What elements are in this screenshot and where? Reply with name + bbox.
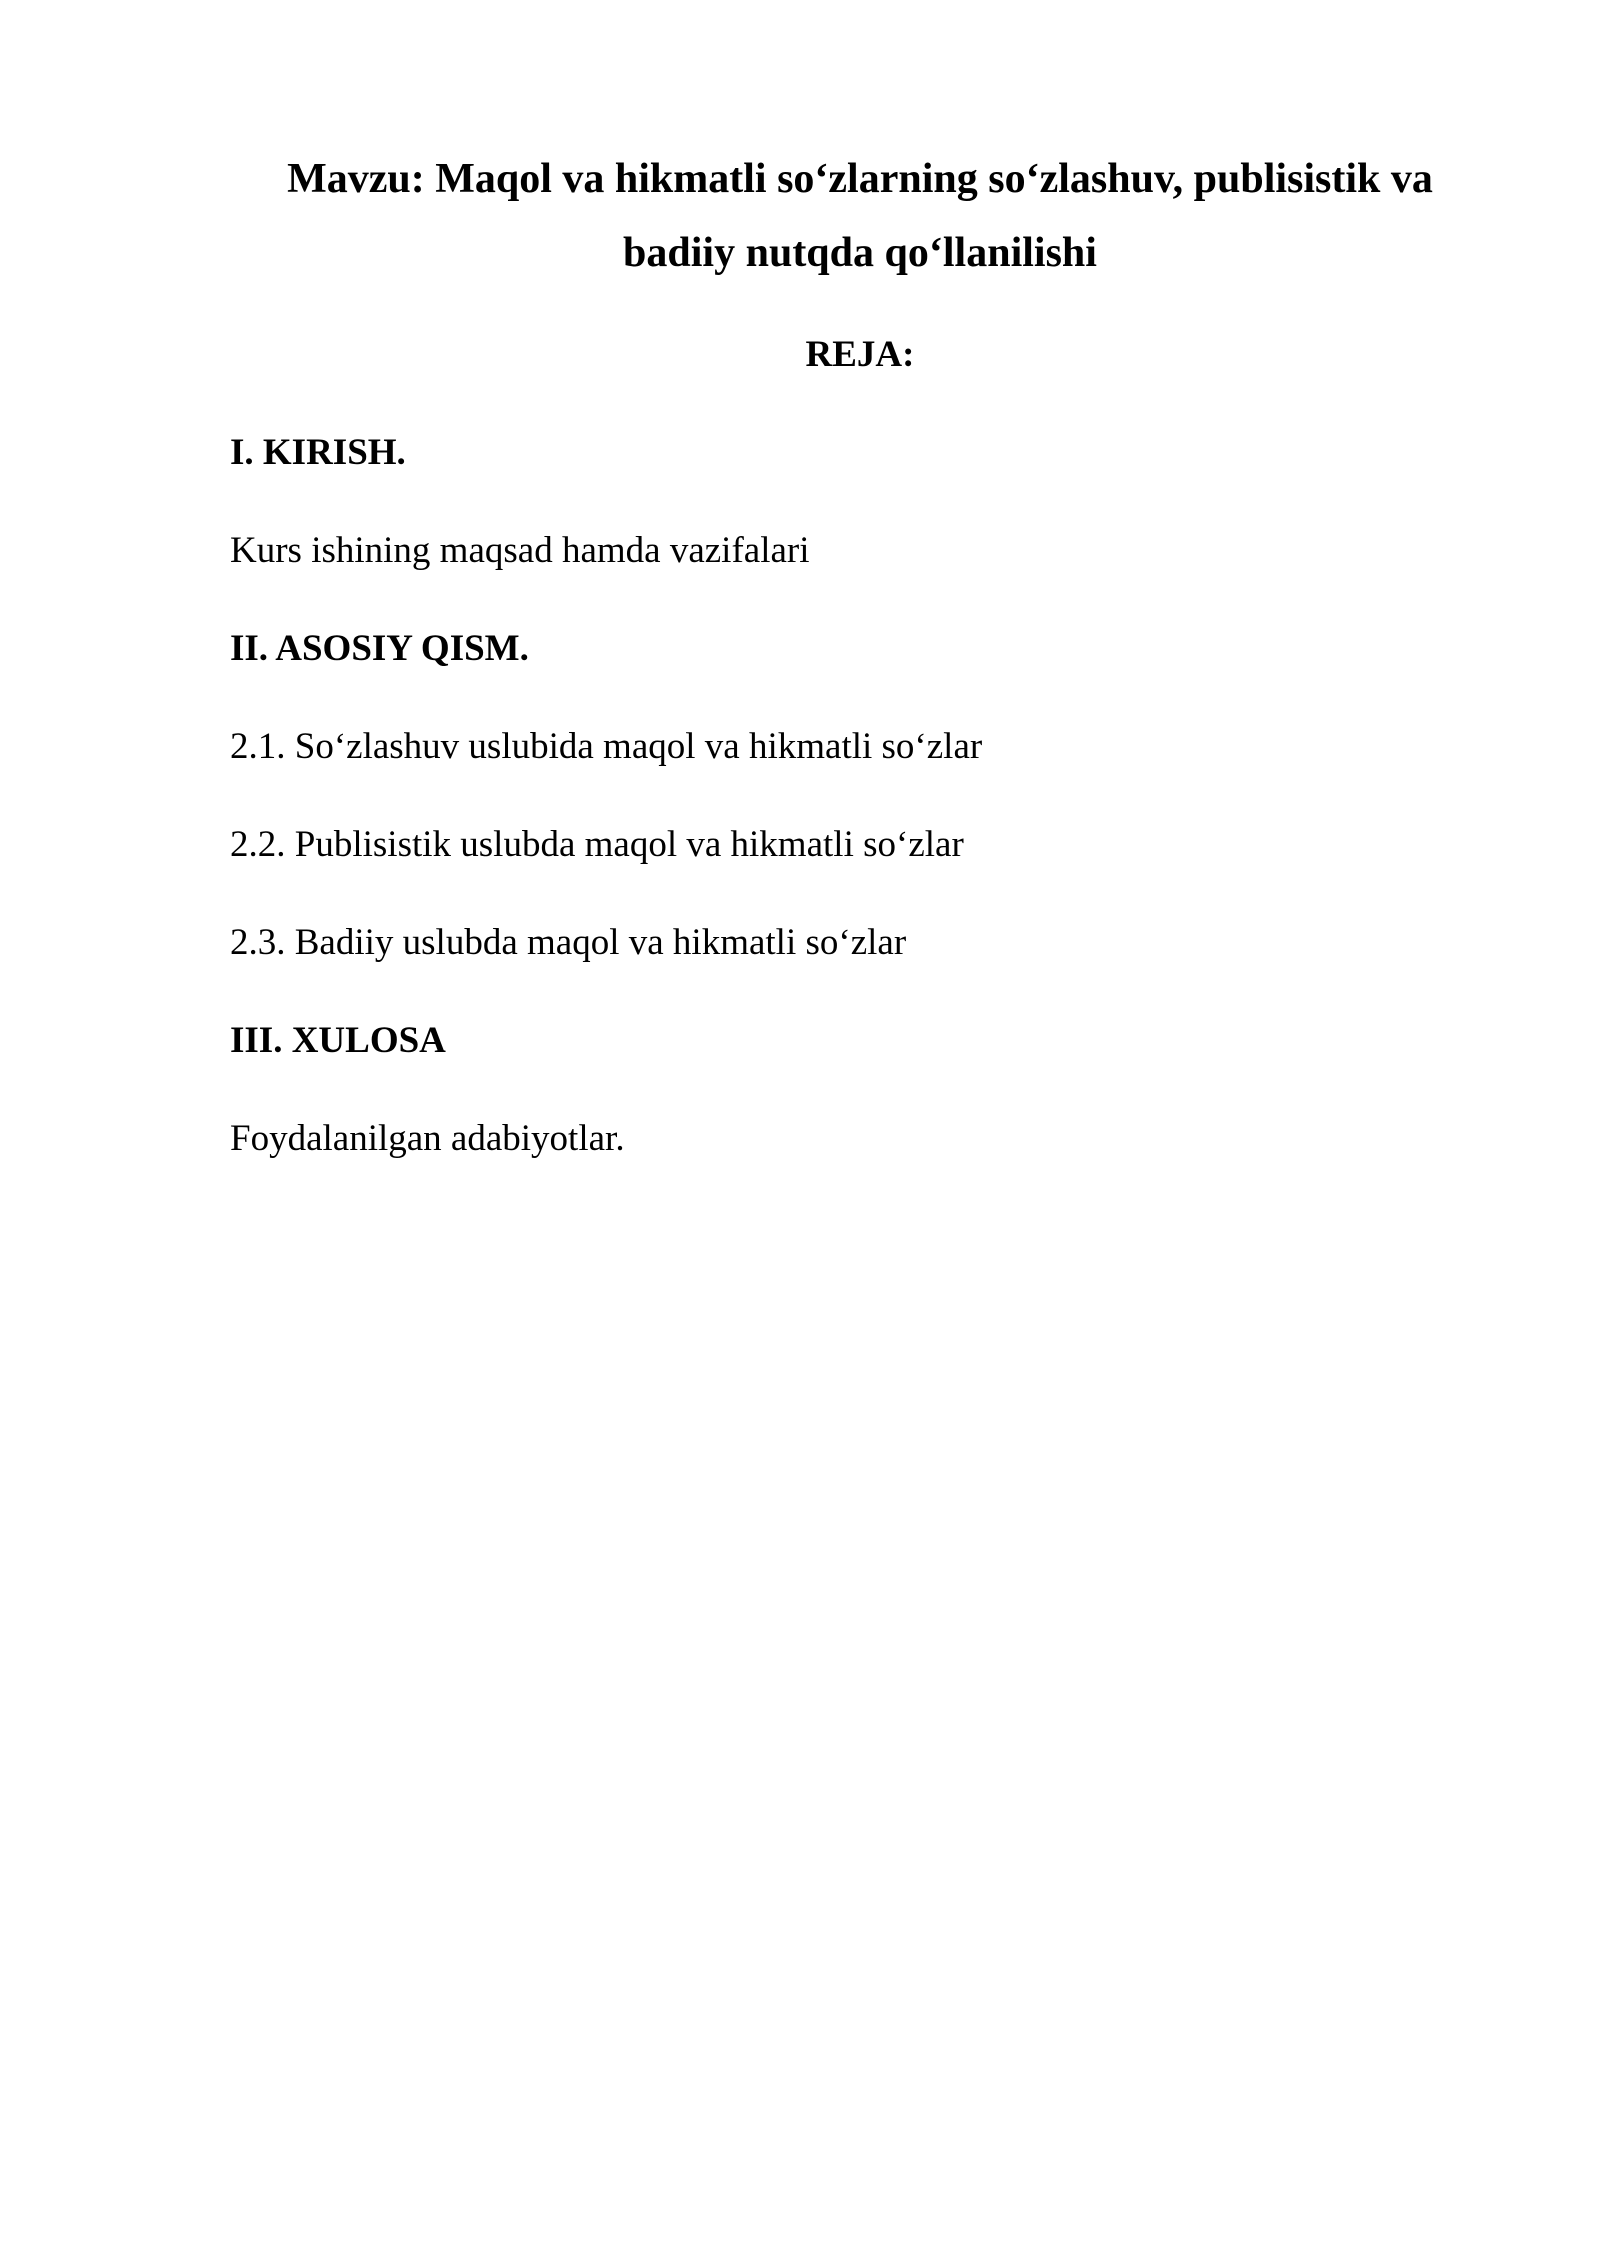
document-title-line-1: Mavzu: Maqol va hikmatli so‘zlarning so‘zlashuv, publisistik va — [287, 156, 1433, 202]
outline-item-2-1: 2.1. So‘zlashuv uslubida maqol va hikmatli so‘zlar — [230, 726, 983, 767]
outline-item-2-2: 2.2. Publisistik uslubda maqol va hikmatli so‘zlar — [230, 824, 964, 865]
section-heading-main-part: II. ASOSIY QISM. — [230, 628, 529, 669]
outline-item-2-3: 2.3. Badiiy uslubda maqol va hikmatli so‘zlar — [230, 922, 907, 963]
document-title-line-2: badiiy nutqda qo‘llanilishi — [623, 230, 1097, 276]
document-title — [230, 142, 1490, 290]
section-heading-introduction: I. KIRISH. — [230, 432, 406, 473]
section-heading-conclusion: III. XULOSA — [230, 1020, 446, 1061]
outline-item-references: Foydalanilgan adabiyotlar. — [230, 1118, 625, 1159]
outline-item-goals: Kurs ishining maqsad hamda vazifalari — [230, 530, 810, 571]
plan-heading: REJA: — [805, 334, 915, 375]
